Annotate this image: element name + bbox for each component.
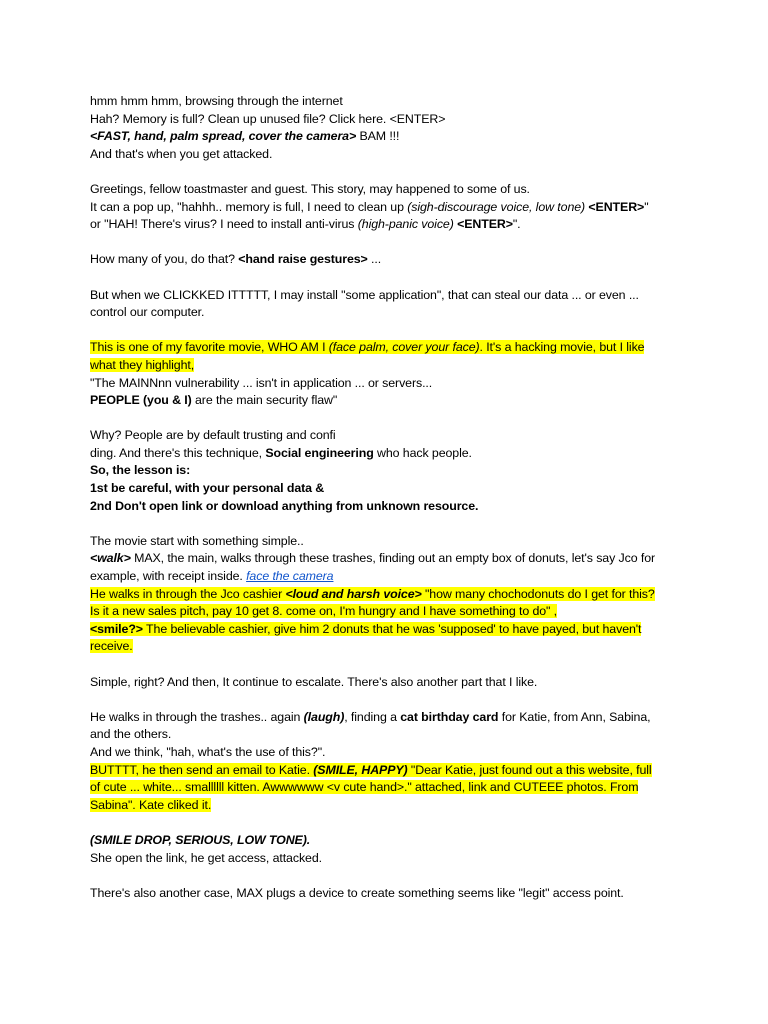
text-line — [90, 726, 690, 744]
text-run: So, the lesson is: — [90, 463, 191, 478]
text-run: control our computer. — [90, 305, 205, 320]
text-run: example, with receipt inside. — [90, 569, 247, 584]
text-run: The movie start with something simple.. — [90, 533, 304, 548]
highlighted-text: (SMILE, HAPPY) — [313, 762, 408, 777]
highlighted-text: The believable cashier, give him 2 donuts that he was 'supposed' to have payed, but haven't — [142, 621, 642, 636]
text-run: , finding a — [344, 709, 401, 724]
text-line — [90, 375, 690, 393]
text-line — [90, 146, 690, 164]
paragraph — [90, 93, 690, 163]
text-line — [90, 674, 690, 692]
text-line — [90, 392, 690, 410]
text-run: There's also another case, MAX plugs a device to create something seems like "legit" access point. — [90, 885, 624, 900]
text-run: who hack people. — [373, 445, 472, 460]
highlighted-text: "Dear Katie, just found out a this website, full — [407, 762, 652, 777]
text-run: <ENTER> — [588, 199, 645, 214]
text-run: <hand raise gestures> — [238, 252, 368, 267]
text-run: Social engineering — [265, 445, 374, 460]
text-line — [90, 550, 690, 568]
paragraph — [90, 287, 690, 322]
text-line — [90, 850, 690, 868]
text-run: (laugh) — [303, 709, 345, 724]
text-line — [90, 462, 690, 480]
highlighted-text: "how many chochodonuts do I get for this? — [421, 586, 655, 601]
document-page — [90, 93, 690, 920]
paragraph — [90, 533, 690, 656]
highlighted-text: of cute ... white... smallllll kitten. Awwwwww <v cute hand>." attached, link and CUTEEE photos. From — [90, 780, 639, 795]
text-run: She open the link, he get access, attacked. — [90, 850, 322, 865]
text-run: are the main security flaw" — [191, 393, 338, 408]
highlighted-text: <loud and harsh voice> — [285, 586, 422, 601]
text-line — [90, 357, 690, 375]
text-line — [90, 93, 690, 111]
text-line — [90, 199, 690, 217]
text-line — [90, 586, 690, 604]
text-line — [90, 304, 690, 322]
highlighted-text: what they highlight, — [90, 357, 195, 372]
text-run: Hah? Memory is full? Clean up unused file? Click here. <ENTER> — [90, 111, 446, 126]
text-line — [90, 568, 690, 586]
text-line — [90, 498, 690, 516]
text-line — [90, 427, 690, 445]
text-run: <FAST, hand, palm spread, cover the camera> — [90, 129, 357, 144]
text-run: 1st be careful, with your personal data & — [90, 481, 325, 496]
text-line — [90, 603, 690, 621]
highlighted-text: . It's a hacking movie, but I like — [479, 340, 645, 355]
text-run: Simple, right? And then, It continue to escalate. There's also another part that I like. — [90, 674, 538, 689]
highlighted-text: Is it a new sales pitch, pay 10 get 8. come on, I'm hungry and I have something to do" , — [90, 604, 558, 619]
text-run: (sigh-discourage voice, low tone) — [407, 199, 586, 214]
text-run: MAX, the main, walks through these trashes, finding out an empty box of donuts, let's say Jco for — [130, 551, 656, 566]
text-run: ... — [367, 252, 382, 267]
text-run: or "HAH! There's virus? I need to install anti-virus — [90, 217, 358, 232]
text-run: "The MAINNnn vulnerability ... isn't in application ... or servers... — [90, 375, 433, 390]
text-line — [90, 128, 690, 146]
highlighted-text: (face palm, cover your face) — [328, 340, 480, 355]
text-line — [90, 832, 690, 850]
text-run: (high-panic voice) — [357, 217, 454, 232]
text-line — [90, 445, 690, 463]
highlighted-text: BUTTTT, he then send an email to Katie. — [90, 762, 314, 777]
face-the-camera-link[interactable]: face the camera — [246, 569, 334, 584]
text-line — [90, 251, 690, 269]
paragraph — [90, 181, 690, 234]
text-line — [90, 287, 690, 305]
paragraph — [90, 709, 690, 815]
text-run: hmm hmm hmm, browsing through the internet — [90, 94, 343, 108]
text-run: He walks in through the trashes.. again — [90, 709, 304, 724]
highlighted-text: He walks in through the Jco cashier — [90, 586, 286, 601]
highlighted-text: <smile?> — [90, 621, 143, 636]
text-run: And we think, "hah, what's the use of this?". — [90, 744, 326, 759]
text-run: ". — [512, 217, 521, 232]
text-run: How many of you, do that? — [90, 252, 239, 267]
text-run: 2nd Don't open link or download anything from unknown resource. — [90, 498, 479, 513]
paragraph — [90, 251, 690, 269]
text-line — [90, 885, 690, 903]
text-line — [90, 744, 690, 762]
text-line — [90, 533, 690, 551]
text-run: BAM !!! — [356, 129, 400, 144]
text-line — [90, 621, 690, 639]
text-run: And that's when you get attacked. — [90, 146, 273, 161]
text-line — [90, 216, 690, 234]
text-run: It can a pop up, "hahhh.. memory is full, I need to clean up — [90, 199, 408, 214]
text-run: Why? People are by default trusting and confi — [90, 428, 336, 443]
text-run: <ENTER> — [457, 217, 513, 232]
paragraph — [90, 832, 690, 867]
paragraph — [90, 339, 690, 409]
highlighted-text: This is one of my favorite movie, WHO AM I — [90, 340, 329, 355]
text-run: and the others. — [90, 727, 172, 742]
text-line — [90, 638, 690, 656]
text-line — [90, 709, 690, 727]
text-line — [90, 339, 690, 357]
text-run: for Katie, from Ann, Sabina, — [498, 709, 651, 724]
text-line — [90, 480, 690, 498]
text-line — [90, 779, 690, 797]
text-line — [90, 181, 690, 199]
paragraph — [90, 674, 690, 692]
text-run: cat birthday card — [400, 709, 499, 724]
text-run: <walk> — [90, 551, 131, 566]
text-line — [90, 797, 690, 815]
text-run: PEOPLE (you & I) — [90, 393, 192, 408]
text-run: But when we CLICKKED ITTTTT, I may install "some application", that can steal our data ... or even ... — [90, 287, 639, 302]
text-run: ding. And there's this technique, — [90, 445, 266, 460]
highlighted-text: receive. — [90, 639, 133, 654]
text-run: Greetings, fellow toastmaster and guest. This story, may happened to some of us. — [90, 181, 530, 196]
text-line — [90, 762, 690, 780]
paragraph — [90, 885, 690, 903]
text-run: " — [644, 199, 649, 214]
paragraph — [90, 427, 690, 515]
highlighted-text: Sabina". Kate cliked it. — [90, 797, 212, 812]
text-run: (SMILE DROP, SERIOUS, LOW TONE). — [90, 832, 311, 847]
text-line — [90, 111, 690, 129]
